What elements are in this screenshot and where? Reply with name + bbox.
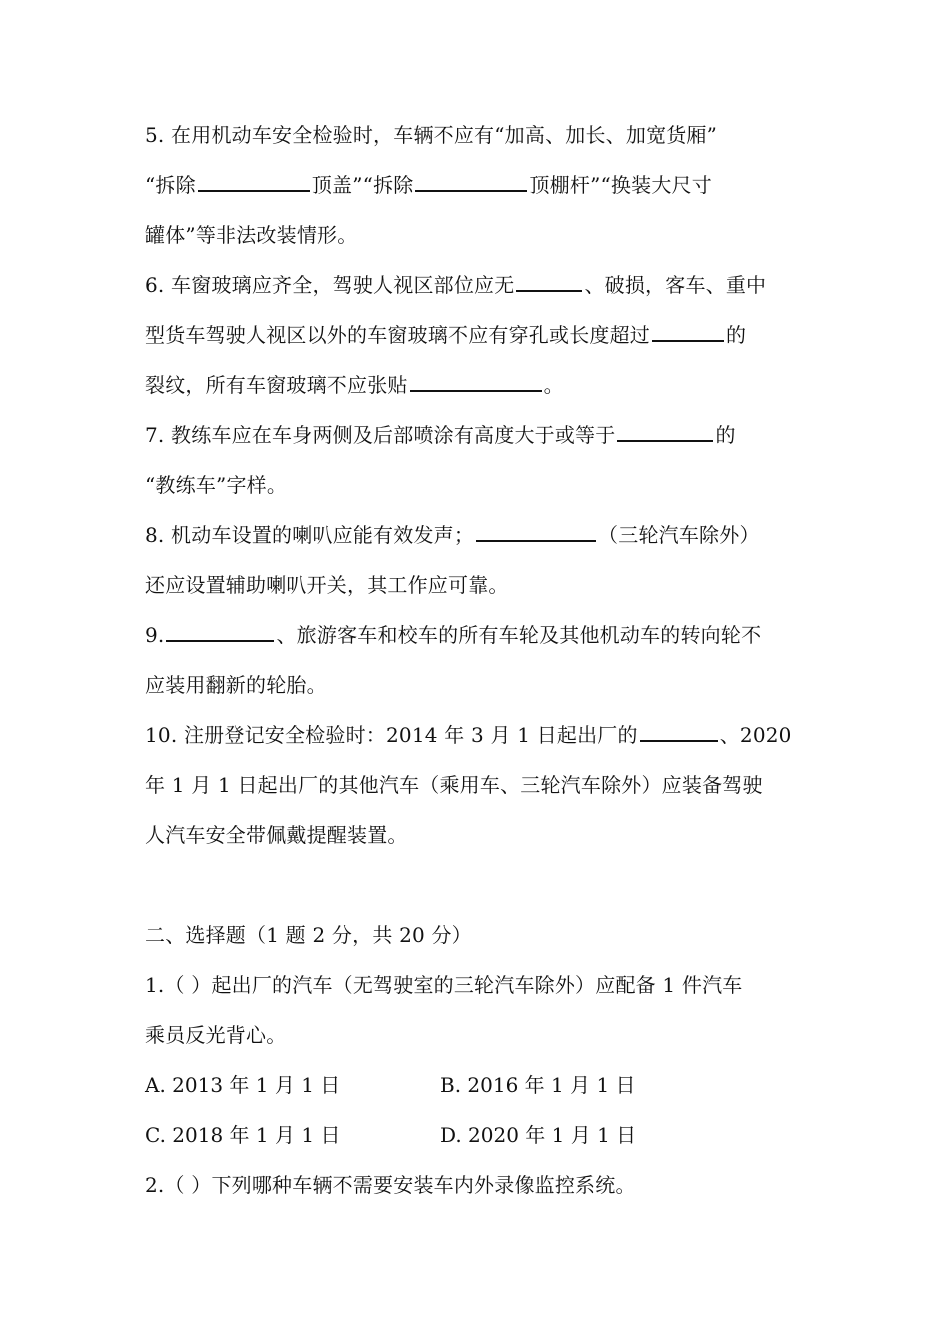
q7-blank-1	[617, 418, 713, 442]
q10-line-2	[145, 768, 810, 818]
mc1-option-b: B. 2016 年 1 月 1 日	[440, 1073, 636, 1097]
mc1-text-2: 乘员反光背心。	[145, 1023, 287, 1047]
q6-text-2a: 型货车驾驶人视区以外的车窗玻璃不应有穿孔或长度超过	[145, 323, 650, 347]
q10-text-1a: 10. 注册登记安全检验时：2014 年 3 月 1 日起出厂的	[145, 723, 638, 747]
q5-line-1	[145, 118, 810, 168]
q8-text-1a: 8. 机动车设置的喇叭应能有效发声；	[145, 523, 475, 547]
q5-line-2	[145, 168, 810, 218]
q6-text-2b: 的	[726, 323, 747, 347]
q8-line-2	[145, 568, 810, 618]
q7-text-2: “教练车”字样。	[145, 473, 288, 497]
q8-blank-1	[476, 518, 596, 542]
q8-text-2: 还应设置辅助喇叭开关，其工作应可靠。	[145, 573, 509, 597]
q6-line-1	[145, 268, 810, 318]
q6-text-3a: 裂纹，所有车窗玻璃不应张贴	[145, 373, 408, 397]
q6-line-3	[145, 368, 810, 418]
q5-text-2c: 顶棚杆”“换装大尺寸	[529, 173, 712, 197]
document-body	[145, 118, 810, 1218]
mc1-option-d: D. 2020 年 1 月 1 日	[440, 1123, 637, 1147]
q9-text-1b: 、旅游客车和校车的所有车轮及其他机动车的转向轮不	[276, 623, 762, 647]
q6-text-1b: 、破损，客车、重中	[584, 273, 767, 297]
mc1-options-row-2	[145, 1118, 810, 1168]
q6-line-2	[145, 318, 810, 368]
q5-text-2a: “拆除	[145, 173, 196, 197]
q6-text-1a: 6. 车窗玻璃应齐全，驾驶人视区部位应无	[145, 273, 515, 297]
mc2-text-1: 2.（ ）下列哪种车辆不需要安装车内外录像监控系统。	[145, 1173, 636, 1197]
q9-text-1a: 9.	[145, 623, 165, 647]
mc1-options-row-1	[145, 1068, 810, 1118]
q5-text-3: 罐体”等非法改装情形。	[145, 223, 358, 247]
q5-line-3	[145, 218, 810, 268]
q5-blank-1	[198, 168, 310, 192]
q6-blank-1	[516, 268, 582, 292]
q7-line-2	[145, 468, 810, 518]
mc2-line-1	[145, 1168, 810, 1218]
q5-text-2b: 顶盖”“拆除	[311, 173, 414, 197]
q9-line-1	[145, 618, 810, 668]
section-2-title	[145, 918, 810, 968]
q9-line-2	[145, 668, 810, 718]
q10-text-3: 人汽车安全带佩戴提醒装置。	[145, 823, 408, 847]
q7-text-1b: 的	[715, 423, 736, 447]
q7-text-1a: 7. 教练车应在车身两侧及后部喷涂有高度大于或等于	[145, 423, 616, 447]
q6-blank-2	[652, 318, 724, 342]
q6-text-3b: 。	[543, 373, 564, 397]
q7-line-1	[145, 418, 810, 468]
mc1-line-1	[145, 968, 810, 1018]
q9-text-2: 应装用翻新的轮胎。	[145, 673, 327, 697]
mc1-option-a: A. 2013 年 1 月 1 日	[145, 1073, 341, 1097]
q8-text-1b: （三轮汽车除外）	[598, 523, 760, 547]
mc1-option-c: C. 2018 年 1 月 1 日	[145, 1123, 341, 1147]
q10-line-1	[145, 718, 810, 768]
mc1-text-1: 1.（ ）起出厂的汽车（无驾驶室的三轮汽车除外）应配备 1 件汽车	[145, 973, 743, 997]
q10-text-1b: 、2020	[719, 723, 792, 747]
q10-text-2: 年 1 月 1 日起出厂的其他汽车（乘用车、三轮汽车除外）应装备驾驶	[145, 773, 763, 797]
q6-blank-3	[410, 368, 542, 392]
q9-blank-1	[166, 618, 274, 642]
q10-line-3	[145, 818, 810, 868]
q5-text-1: 5. 在用机动车安全检验时，车辆不应有“加高、加长、加宽货厢”	[145, 123, 718, 147]
mc1-line-2	[145, 1018, 810, 1068]
section-2-title-text: 二、选择题（1 题 2 分，共 20 分）	[145, 923, 472, 947]
q10-blank-1	[640, 718, 718, 742]
q8-line-1	[145, 518, 810, 568]
section-gap	[145, 868, 810, 918]
q5-blank-2	[415, 168, 527, 192]
